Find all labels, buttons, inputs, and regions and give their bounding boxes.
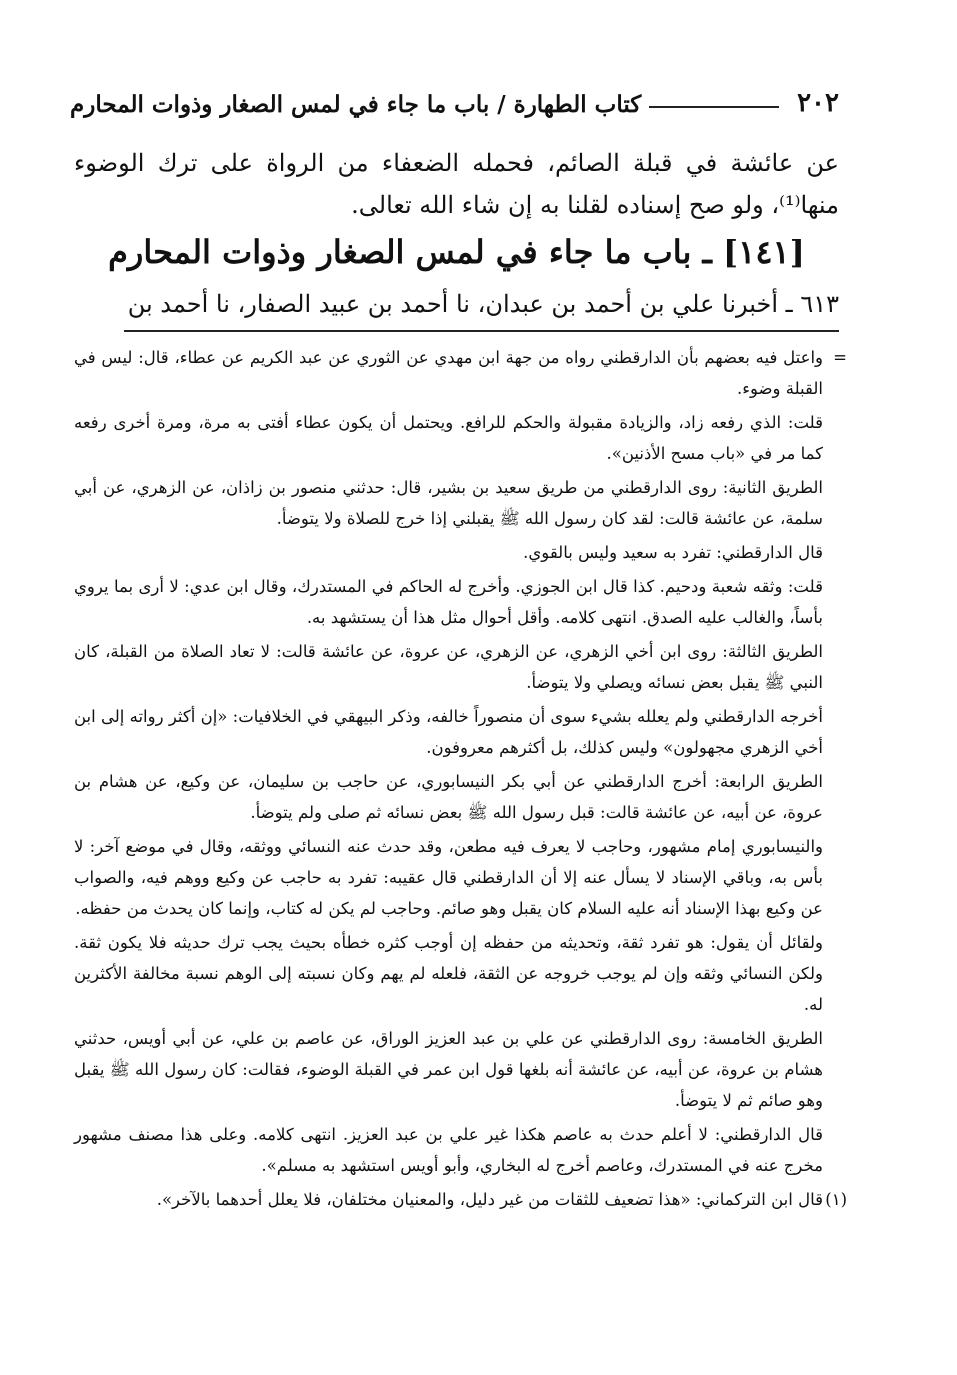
footnote-text: الطريق الثالثة: روى ابن أخي الزهري، عن الزهري، عن عروة، عن عائشة قالت: لا تعاد الصلاة من القبلة، كان النبي ﷺ يقبل بعض نسائه ويصلي ولا يتوضأ.	[74, 642, 823, 692]
footnote-paragraph	[74, 927, 847, 1020]
footnote-text: والنيسابوري إمام مشهور، وحاجب لا يعرف فيه مطعن، وقد حدث عنه النسائي ووثقه، وقال في موضع آخر: لا بأس به، وباقي الإسناد لا يسأل عنه إلا أن الدارقطني قال عقيبه: تفرد به حاجب عن وكيع ووهم فيه، والصواب عن وكيع بهذا الإسناد أنه عليه السلام كان يقبل وهو صائم. وحاجب لم يكن له كتاب، وإنما كان يحدث من حفظه.	[74, 837, 823, 918]
main-text: عن عائشة في قبلة الصائم، فحمله الضعفاء من الرواة على ترك الوضوء منها⁽¹⁾، ولو صح إسناده لقلنا به إن شاء الله تعالى.	[74, 149, 839, 219]
footnote-paragraph	[74, 537, 847, 568]
footnote-text: ولقائل أن يقول: هو تفرد ثقة، وتحديثه من حفظه إن أوجب كثره خطأه بحيث يجب ترك حديثه فلا يكون ثقة. ولكن النسائي وثقه وإن لم يوجب خروجه عن الثقة، فلعله لم يهم وكان نسبته إلى الوهم نسبة مخالفة الأكثرين له.	[74, 933, 823, 1014]
running-title: كتاب الطهارة / باب ما جاء في لمس الصغار وذوات المحارم	[70, 91, 642, 118]
footnotes	[74, 342, 847, 1218]
footnote-paragraph	[74, 766, 847, 828]
running-header	[70, 80, 839, 116]
footnote-text: أخرجه الدارقطني ولم يعلله بشيء سوى أن منصوراً خالفه، وذكر البيهقي في الخلافيات: «إن أكثر رواته إلى ابن أخي الزهري مجهولون» وليس كذلك، بل أكثرهم معروفون.	[74, 707, 823, 757]
footnote-text: الطريق الخامسة: روى الدارقطني عن علي بن عبد العزيز الوراق، عن عاصم بن علي، عن أبي أويس، حدثني هشام بن عروة، عن أبيه، عن عائشة أنه بلغها قول ابن عمر في القبلة الوضوء، فقالت: كان رسول الله ﷺ يقبل وهو صائم ثم لا يتوضأ.	[74, 1029, 823, 1110]
footnote-paragraph	[74, 472, 847, 534]
footnote-text: واعتل فيه بعضهم بأن الدارقطني رواه من جهة ابن مهدي عن الثوري عن عبد الكريم عن عطاء، قال: ليس في القبلة وضوء.	[74, 348, 823, 398]
footnote-paragraph	[74, 571, 847, 633]
header-rule	[649, 106, 779, 108]
footnote-separator	[124, 330, 839, 332]
footnote-paragraph	[74, 1119, 847, 1181]
footnote-paragraph	[74, 1023, 847, 1116]
page-number: ٢٠٢	[797, 88, 839, 118]
footnote-text: قلت: وثقه شعبة ودحيم. كذا قال ابن الجوزي. وأخرج له الحاكم في المستدرك، وقال ابن عدي: لا أرى بما يروي بأساً، والغالب عليه الصدق. انتهى كلامه. وأقل أحوال مثل هذا أن يستشهد به.	[74, 577, 823, 627]
footnote-text: قال الدارقطني: لا أعلم حدث به عاصم هكذا غير علي بن عبد العزيز. انتهى كلامه. وعلى هذا مصنف مشهور مخرج عنه في المستدرك، وعاصم أخرج له البخاري، وأبو أويس استشهد به مسلم».	[74, 1125, 823, 1175]
section-heading: [١٤١] ـ باب ما جاء في لمس الصغار وذوات المحارم	[108, 233, 805, 271]
footnote-number: (١)	[825, 1190, 847, 1209]
footnote-paragraph	[74, 407, 847, 469]
continuation-marker: =	[833, 348, 847, 367]
footnote-text: قلت: الذي رفعه زاد، والزيادة مقبولة والحكم للرافع. ويحتمل أن يكون عطاء أفتى به مرة، ومرة أخرى رفعه كما مر في «باب مسح الأذنين».	[74, 413, 823, 463]
footnote-text: قال الدارقطني: تفرد به سعيد وليس بالقوي.	[523, 543, 823, 562]
hadith-text: ٦١٣ ـ أخبرنا علي بن أحمد بن عبدان، نا أحمد بن عبيد الصفار، نا أحمد بن	[127, 290, 839, 318]
footnote-text: قال ابن التركماني: «هذا تضعيف للثقات من غير دليل، والمعنيان مختلفان، فلا يعلل أحدهما بالآخر».	[156, 1190, 823, 1209]
footnote-paragraph	[74, 831, 847, 924]
footnote-paragraph	[74, 636, 847, 698]
footnote-text: الطريق الثانية: روى الدارقطني من طريق سعيد بن بشير، قال: حدثني منصور بن زاذان، عن الزهري، عن أبي سلمة، عن عائشة قالت: لقد كان رسول الله ﷺ يقبلني إذا خرج للصلاة ولا يتوضأ.	[74, 478, 823, 528]
footnote-1	[74, 1184, 847, 1215]
footnote-text: الطريق الرابعة: أخرج الدارقطني عن أبي بكر النيسابوري، عن حاجب بن سليمان، عن وكيع، عن هشام بن عروة، عن أبيه، عن عائشة قالت: قبل رسول الله ﷺ بعض نسائه ثم صلى ولم يتوضأ.	[74, 772, 823, 822]
footnote-paragraph	[74, 701, 847, 763]
footnote-paragraph	[74, 342, 847, 404]
